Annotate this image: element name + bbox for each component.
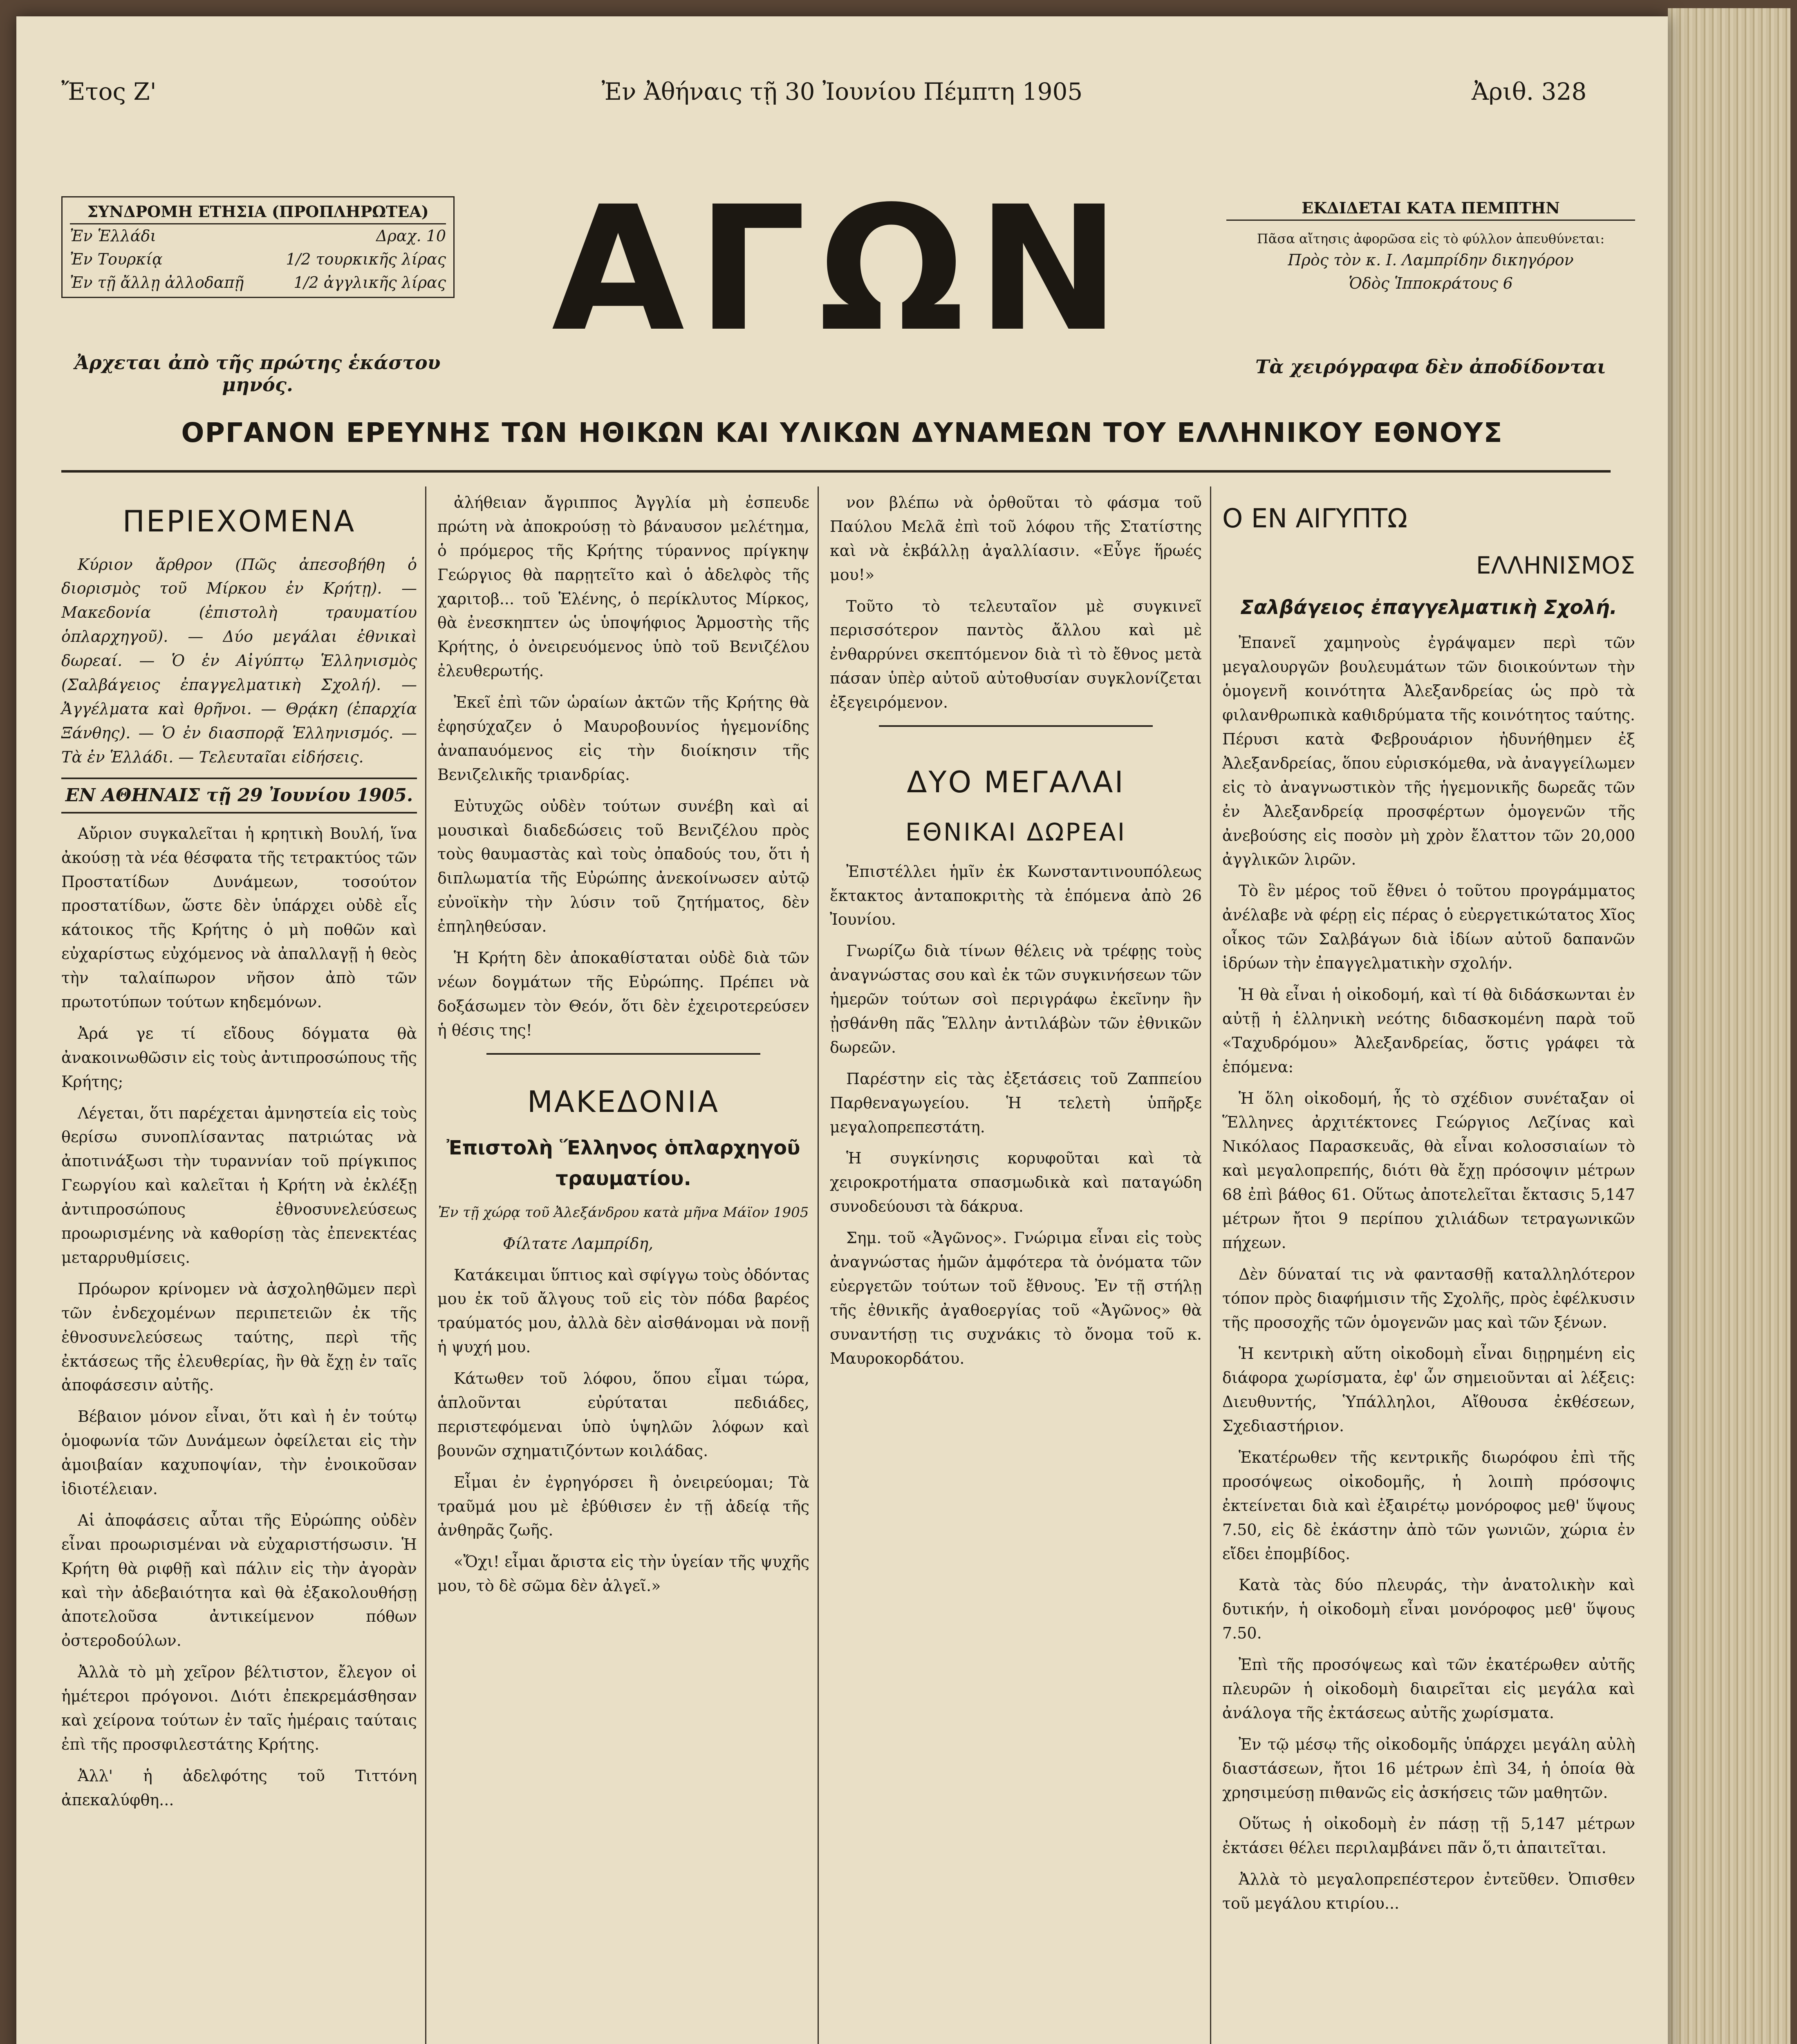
header-rule [61, 470, 1611, 473]
macedonia-heading: ΜΑΚΕΔΟΝΙΑ [527, 1084, 720, 1119]
leader-paragraph: Ἀρά γε τί εἴδους δόγματα θὰ ἀνακοινωθῶσιν εἰς τοὺς ἀντιπροσώπους τῆς Κρήτης; [61, 1024, 417, 1091]
masthead-subtitle: ΟΡΓΑΝΟΝ ΕΡΕΥΝΗΣ ΤΩΝ ΗΘΙΚΩΝ ΚΑΙ ΥΛΙΚΩΝ ΔΥΝΑΜΕΩΝ ΤΟΥ ΕΛΛΗΝΙΚΟΥ ΕΘΝΟΥΣ [181, 417, 1503, 448]
leader-dateline: ΕΝ ΑΘΗΝΑΙΣ τῇ 29 Ἰουνίου 1905. [61, 778, 417, 814]
article-separator [879, 725, 1153, 727]
subscription-place: Ἐν Τουρκίᾳ [70, 250, 163, 268]
masthead-title: ΑΓΩΝ [551, 170, 1133, 370]
year-label: Ἔτος Ζ' [61, 78, 157, 105]
column-1 [61, 491, 417, 1820]
egypt-paragraph: Ἡ θὰ εἶναι ἡ οἰκοδομή, καὶ τί θὰ διδάσκωνται ἐν αὐτῇ ἡ ἑλληνικὴ νεότης διδασκομένη παρὰ τοῦ «Ταχυδρόμου» Ἀλεξανδρείας, ὅστις γράφει τὰ ἑπόμενα: [1222, 985, 1635, 1076]
subscription-note: Ἀρχεται ἀπὸ τῆς πρώτης ἑκάστου μηνός. [74, 352, 441, 396]
column-3 [830, 491, 1202, 1378]
egypt-paragraph: Τὸ ἓν μέρος τοῦ ἔθνει ὁ τοῦτου προγράμματος ἀνέλαβε νὰ φέρῃ εἰς πέρας ὁ εὐεργετικώτατος Χῖος οἶκος τῶν Σαλβάγων διὰ ἰδίων αὐτοῦ δαπανῶν ἱδρύων τὴν ἐπαγγελματικὴν σχολήν. [1222, 882, 1635, 973]
leader-paragraph: Αἱ ἀποφάσεις αὗται τῆς Εὐρώπης οὐδὲν εἶναι προωρισμέναι νὰ εὐχαριστήσωσιν. Ἡ Κρήτη θὰ ριφθῇ καὶ πάλιν εἰς τὴν ἀγορὰν καὶ τὴν ἀδεβαιότητα καὶ θὰ ἐξακολουθήσῃ ἀποτελοῦσα ἀντικείμενον πόθων ὀστεροδούλων. [61, 1511, 417, 1650]
macedonia-paragraph: Εἶμαι ἐν ἐγρηγόρσει ἢ ὀνειρεύομαι; Τὰ τραῦμά μου μὲ ἐβύθισεν ἐν τῇ ἀδείᾳ τῆς ἀνθηρᾶς ζωῆς. [437, 1473, 809, 1540]
macedonia-subhead: Ἐπιστολὴ Ἕλληνος ὁπλαρχηγοῦ τραυματίου. [446, 1136, 800, 1190]
egypt-paragraph: Ἐπανεῖ χαμηνοὺς ἐγράψαμεν περὶ τῶν μεγαλουργῶν βουλευμάτων τῶν διοικούντων τὴν ὁμογενῆ κοινότητα Ἀλεξανδρείας ὡς πρὸ τὰ φιλανθρωπικὰ καθιδρύματα τῆς κοινότητος ταύτης. Πέρυσι κατὰ Φεβρουάριον ἠδυνήθημεν ἐξ Ἀλεξανδρείας, ὅπου εὑρισκόμεθα, νὰ ἀναγγείλωμεν εἰς τὸ ἀναγνωστικὸν τῆς ἡγεμονικῆς δωρεᾶς τῶν ἐν Ἀλεξανδρείᾳ προσφέρτων ὁμογενῶν τῆς ἀνεβούσης εἰς ποσὸν μὴ χρὸν ἔλαττον τῶν 20,000 ἀγγλικῶν λιρῶν. [1222, 634, 1635, 869]
leader-paragraph: Πρόωρον κρίνομεν νὰ ἀσχοληθῶμεν περὶ τῶν ἐνδεχομένων περιπετειῶν ἐκ τῆς ἐθνοσυνελεύσεως ταύτης, περὶ τῆς ἐκτάσεως τῆς ἐλευθερίας, ἣν θὰ ἔχῃ ἐν ταῖς ἀποφάσεσιν αὐτῆς. [61, 1280, 417, 1394]
egypt-paragraph: Ἐν τῷ μέσῳ τῆς οἰκοδομῆς ὑπάρχει μεγάλη αὐλὴ διαστάσεων, ἤτοι 16 μέτρων ἐπὶ 34, ἡ ὁποία θὰ χρησιμεύσῃ πιθανῶς εἰς ἀσκήσεις τῶν μαθητῶν. [1222, 1735, 1635, 1802]
issue-number: Ἀριθ. 328 [1472, 78, 1587, 105]
issue-dateline: Ἐν Ἀθήναις τῇ 30 Ἰουνίου Πέμπτη 1905 [601, 78, 1083, 105]
publication-heading: ΕΚΔΙΔΕΤΑΙ ΚΑΤΑ ΠΕΜΠΤΗΝ [1226, 196, 1635, 221]
publication-box [1226, 196, 1635, 295]
column-rule [818, 486, 819, 2044]
subscription-price: Δραχ. 10 [376, 227, 446, 245]
subscription-price: 1/2 τουρκικῆς λίρας [286, 250, 446, 268]
subscription-place: Ἐν Ἑλλάδι [70, 227, 157, 245]
egypt-paragraph: Κατὰ τὰς δύο πλευράς, τὴν ἀνατολικὴν καὶ δυτικήν, ἡ οἰκοδομὴ εἶναι μονόροφος μεθ' ὕψους 7.50. [1222, 1576, 1635, 1643]
bound-volume-page-edges [1668, 8, 1790, 2044]
dorees-heading-line1: ΔΥΟ ΜΕΓΑΛΑΙ [907, 765, 1125, 800]
leader-paragraph: Βέβαιον μόνον εἶναι, ὅτι καὶ ἡ ἐν τούτῳ ὁμοφωνία τῶν Δυνάμεων ὀφείλεται εἰς τὴν ἀμοιβαίαν καχυποψίαν, τὴν ἐνοικοῦσαν ἰδιοτέλειαν. [61, 1407, 417, 1498]
publication-line: Ὁδὸς Ἱπποκράτους 6 [1349, 274, 1513, 292]
macedonia-salutation: Φίλτατε Λαμπρίδη, [503, 1234, 654, 1253]
macedonia-paragraph: νον βλέπω νὰ ὀρθοῦται τὸ φάσμα τοῦ Παύλου Μελᾶ ἐπὶ τοῦ λόφου τῆς Στατίστης καὶ νὰ ἐκβάλλῃ ἀγαλλίασιν. «Εὖγε ἥρωές μου!» [830, 493, 1202, 584]
macedonia-paragraph: Κατάκειμαι ὕπτιος καὶ σφίγγω τοὺς ὀδόντας μου ἐκ τοῦ ἄλγους τοῦ εἰς τὸν πόδα βαρέος τραύματός μου, ἀλλὰ δὲν αἰσθάνομαι νὰ πονῇ ἡ ψυχή μου. [437, 1266, 809, 1356]
publication-note: Τὰ χειρόγραφα δὲν ἀποδίδονται [1255, 356, 1606, 378]
egypt-paragraph: Δὲν δύναταί τις νὰ φαντασθῇ καταλληλότερον τόπον πρὸς διαφήμισιν τῆς Σχολῆς, πρὸς ἐφέλκυσιν τῆς προσοχῆς τῶν ὁμογενῶν μας καὶ τῶν ξένων. [1222, 1265, 1635, 1331]
newspaper-page [16, 16, 1668, 2044]
dorees-heading-line2: ΕΘΝΙΚΑΙ ΔΩΡΕΑΙ [905, 818, 1127, 847]
egypt-paragraph: Ἡ ὅλη οἰκοδομή, ἧς τὸ σχέδιον συνέταξαν οἱ Ἕλληνες ἀρχιτέκτονες Γεώργιος Λεζίνας καὶ Νικόλαος Παρασκευᾶς, θὰ εἶναι κολοσσιαίων τὸ καὶ μεγαλοπρεπής, διότι θὰ ἔχῃ πρόσοψιν μέτρων 68 ἐπὶ βάθος 61. Οὕτως ἀποτελεῖται ἔκτασις 5,147 μέτρων ἤτοι 9 περίπου χιλιάδων τετραγωνικῶν πήχεων. [1222, 1089, 1635, 1252]
publication-line: Πᾶσα αἴτησις ἀφορῶσα εἰς τὸ φύλλον ἀπευθύνεται: [1257, 231, 1605, 247]
column-rule [425, 486, 426, 2044]
leader-paragraph: Εὐτυχῶς οὐδὲν τούτων συνέβη καὶ αἱ μουσικαὶ διαδεδώσεις τοῦ Βενιζέλου πρὸς τοὺς θαυμαστὰς καὶ τοὺς ὀπαδούς του, ὅτι ἡ διπλωματία τῆς Εὐρώπης ἀνεκοίνωσεν αὐτῷ εὐνοϊκὴν τὴν λύσιν τοῦ ζητήματος, δὲν ἐπηληθεύσαν. [437, 797, 809, 936]
egypt-heading-line1: Ο ΕΝ ΑΙΓΥΠΤΩ [1222, 504, 1407, 534]
egypt-paragraph: Οὕτως ἡ οἰκοδομὴ ἐν πάσῃ τῇ 5,147 μέτρων ἐκτάσει θέλει περιλαμβάνει πᾶν ὅ,τι ἀπαιτεῖται. [1222, 1815, 1635, 1857]
leader-paragraph: Ἡ Κρήτη δὲν ἀποκαθίσταται οὐδὲ διὰ τῶν νέων δογμάτων τῆς Εὐρώπης. Πρέπει νὰ δοξάσωμεν τὸν Θεόν, ὅτι δὲν ἐχειροτερεύσεν ἡ θέσις της! [437, 949, 809, 1039]
egypt-paragraph: Ἑκατέρωθεν τῆς κεντρικῆς διωρόφου ἐπὶ τῆς προσόψεως οἰκοδομῆς, ἡ λοιπὴ πρόσοψις ἐκτείνεται διὰ καὶ ἐξαιρέτῳ μονόροφος μεθ' ὕψους 7.50, εἰς δὲ ἑκάστην ἀπὸ τῶν γωνιῶν, χώρια ἐν εἴδει ἐπομβίδος. [1222, 1448, 1635, 1563]
leader-paragraph: Ἐκεῖ ἐπὶ τῶν ὡραίων ἀκτῶν τῆς Κρήτης θὰ ἐφησύχαζεν ὁ Μαυροβουνίος ἡγεμονίδης ἀναπαυόμενος εἰς τὴν διοίκησιν τῆς Βενιζελικῆς τριανδρίας. [437, 693, 809, 784]
leader-paragraph: Ἀλλὰ τὸ μὴ χεῖρον βέλτιστον, ἔλεγον οἱ ἡμέτεροι πρόγονοι. Διότι ἐπεκρεμάσθησαν καὶ χείρονα τούτων ἐν ταῖς ἡμέραις ταύταις ἐπὶ τῆς προσφιλεστάτης Κρήτης. [61, 1663, 417, 1753]
article-separator [486, 1053, 760, 1055]
contents-heading: ΠΕΡΙΕΧΟΜΕΝΑ [122, 504, 356, 538]
column-rule [1210, 486, 1211, 2044]
subscription-price: 1/2 ἀγγλικῆς λίρας [294, 273, 446, 291]
dorees-paragraph: Ἡ συγκίνησις κορυφοῦται καὶ τὰ χειροκροτήματα σπασμωδικὰ καὶ παταγώδη συνοδεύουσι τὰ δάκρυα. [830, 1149, 1202, 1216]
leader-paragraph: Αὔριον συγκαλεῖται ἡ κρητικὴ Βουλή, ἵνα ἀκούσῃ τὰ νέα θέσφατα τῆς τετρακτύος τῶν Προστατίδων Δυνάμεων, τοσούτον προστατίδων, ὥστε δὲν ὑπάρχει οὐδὲ εἷς κάτοικος τῆς Κρήτης ὁ μὴ ποθῶν καὶ εὐχαρίστως εὐχόμενος νὰ ἀπαλλαγῇ ἡ θεὸς τὴν ταλαίπωρον νῆσον ἀπὸ τῶν πρωτοτύπων τούτων κηδεμόνων. [61, 824, 417, 1011]
macedonia-paragraph: «Ὄχι! εἶμαι ἄριστα εἰς τὴν ὑγείαν τῆς ψυχῆς μου, τὸ δὲ σῶμα δὲν ἀλγεῖ.» [437, 1553, 809, 1595]
egypt-heading-line2: ΕΛΛΗΝΙΣΜΟΣ [1476, 551, 1635, 580]
macedonia-paragraph: Τοῦτο τὸ τελευταῖον μὲ συγκινεῖ περισσότερον παντὸς ἄλλου καὶ μὲ ἐνθαρρύνει σκεπτόμενον διὰ τὶ τὸ ἔθνος μετὰ πάσαν ὑπὲρ αὐτοῦ αὐτοθυσίαν συγκλονίζεται ἐξεγειρόμενον. [830, 597, 1202, 712]
egypt-paragraph: Ἀλλὰ τὸ μεγαλοπρεπέστερον ἐντεῦθεν. Ὀπισθεν τοῦ μεγάλου κτιρίου... [1222, 1870, 1635, 1913]
leader-paragraph: Ἀλλ' ἡ ἀδελφότης τοῦ Τιττόνη ἀπεκαλύφθη... [61, 1766, 417, 1809]
egypt-subhead: Σαλβάγειος ἐπαγγελματικὴ Σχολή. [1240, 596, 1617, 619]
contents-text: Κύριον ἄρθρον (Πῶς ἀπεσοβήθη ὁ διορισμὸς τοῦ Μίρκου ἐν Κρήτῃ). — Μακεδονία (ἐπιστολὴ τραυματίου ὁπλαρχηγοῦ). — Δύο μεγάλαι ἐθνικαὶ δωρεαί. — Ὁ ἐν Αἰγύπτῳ Ἑλληνισμὸς (Σαλβάγειος ἐπαγγελματικὴ Σχολή). — Ἀγγέλματα καὶ θρῆνοι. — Θρᾴκη (ἐπαρχία Ξάνθης). — Ὁ ἐν διασπορᾷ Ἑλληνισμός. — Τὰ ἐν Ἑλλάδι. — Τελευταῖαι εἰδήσεις. [61, 555, 417, 766]
column-4 [1222, 491, 1635, 1923]
leader-paragraph: ἀλήθειαν ἄγριππος Ἀγγλία μὴ ἐσπευδε πρώτη νὰ ἀποκρούσῃ τὸ βάναυσον μελέτημα, ὁ πρόμερος τῆς Κρήτης τύραννος πρίγκηψ Γεώργιος θὰ παρῃτεῖτο καὶ ὁ ἀδελφὸς τῆς χαριτοβ... τοῦ Ἑλένης, ὁ περίκλυτος Μίρκος, θὰ ἐνεσκηπτεν ὡς ὑποψήφιος Ἁρμοστὴς τῆς Κρήτης, ὁ ὀνειρευόμενος ὑπὸ τοῦ Βενιζέλου ἐλευθερωτής. [437, 493, 809, 680]
egypt-paragraph: Ἡ κεντρικὴ αὕτη οἰκοδομὴ εἶναι διῃρημένη εἰς διάφορα χωρίσματα, ἐφ' ὧν σημειοῦνται αἱ λέξεις: Διευθυντής, Ὑπάλληλοι, Αἴθουσα ἐκθέσεων, Σχεδιαστήριον. [1222, 1345, 1635, 1435]
column-2 [437, 491, 809, 1605]
dorees-paragraph: Σημ. τοῦ «Ἀγῶνος». Γνώριμα εἶναι εἰς τοὺς ἀναγνώστας ἡμῶν ἀμφότερα τὰ ὀνόματα τῶν εὐεργετῶν τούτων τοῦ ἔθνους. Ἐν τῇ στήλῃ τῆς ἐθνικῆς ἀγαθοεργίας τοῦ «Ἀγῶνος» θὰ συναντήσῃ τις συχνάκις τὸ ὄνομα τοῦ κ. Μαυροκορδάτου. [830, 1229, 1202, 1367]
subscription-place: Ἐν τῇ ἄλλῃ ἀλλοδαπῇ [70, 273, 244, 291]
dorees-paragraph: Παρέστην εἰς τὰς ἐξετάσεις τοῦ Ζαππείου Παρθεναγωγείου. Ἡ τελετὴ ὑπῆρξε μεγαλοπρεπεστάτη. [830, 1069, 1202, 1136]
macedonia-paragraph: Κάτωθεν τοῦ λόφου, ὅπου εἶμαι τώρα, ἁπλοῦνται εὐρύταται πεδιάδες, περιστεφόμεναι ὑπὸ ὑψηλῶν λόφων καὶ βουνῶν σχηματιζόντων κοιλάδας. [437, 1369, 809, 1460]
subscription-heading: ΣΥΝΔΡΟΜΗ ΕΤΗΣΙΑ (ΠΡΟΠΛΗΡΩΤΕΑ) [70, 200, 446, 224]
publication-line: Πρὸς τὸν κ. Ι. Λαμπρίδην δικηγόρον [1288, 251, 1574, 269]
macedonia-place-date: Ἐν τῇ χώρᾳ τοῦ Ἀλεξάνδρου κατὰ μῆνα Μάϊον 1905 [438, 1204, 809, 1221]
dorees-paragraph: Ἐπιστέλλει ἡμῖν ἐκ Κωνσταντινουπόλεως ἔκτακτος ἀνταποκριτὴς τὰ ἑπόμενα ἀπὸ 26 Ἰουνίου. [830, 862, 1202, 929]
egypt-paragraph: Ἐπὶ τῆς προσόψεως καὶ τῶν ἑκατέρωθεν αὐτῆς πλευρῶν ἡ οἰκοδομὴ διαιρεῖται εἰς μεγάλα καὶ ἀνάλογα τῆς ἐκτάσεως αὐτῆς χωρίσματα. [1222, 1656, 1635, 1722]
leader-paragraph: Λέγεται, ὅτι παρέχεται ἀμνηστεία εἰς τοὺς θερίσω συνοπλίσαντας πατριώτας νὰ ἀποτινάξωσι τὴν τυραννίαν τοῦ πρίγκιπος Γεωργίου καὶ καλεῖται ἡ Κρήτη νὰ ἐκλέξῃ ἀντιπροσώπους ἐθνοσυνελεύσεως προωρισμένης νὰ καθορίσῃ τὰς ἐπενεκτέας μεταρρυθμίσεις. [61, 1104, 417, 1266]
dorees-paragraph: Γνωρίζω διὰ τίνων θέλεις νὰ τρέφῃς τοὺς ἀναγνώστας σου καὶ ἐκ τῶν συγκινήσεων τῶν ἡμερῶν τούτων σοὶ περιγράφω ἐκεῖνην ἣν ᾐσθάνθη πᾶς Ἕλλην ἀντιλάβὼν τῶν ἐθνικῶν δωρεῶν. [830, 942, 1202, 1056]
